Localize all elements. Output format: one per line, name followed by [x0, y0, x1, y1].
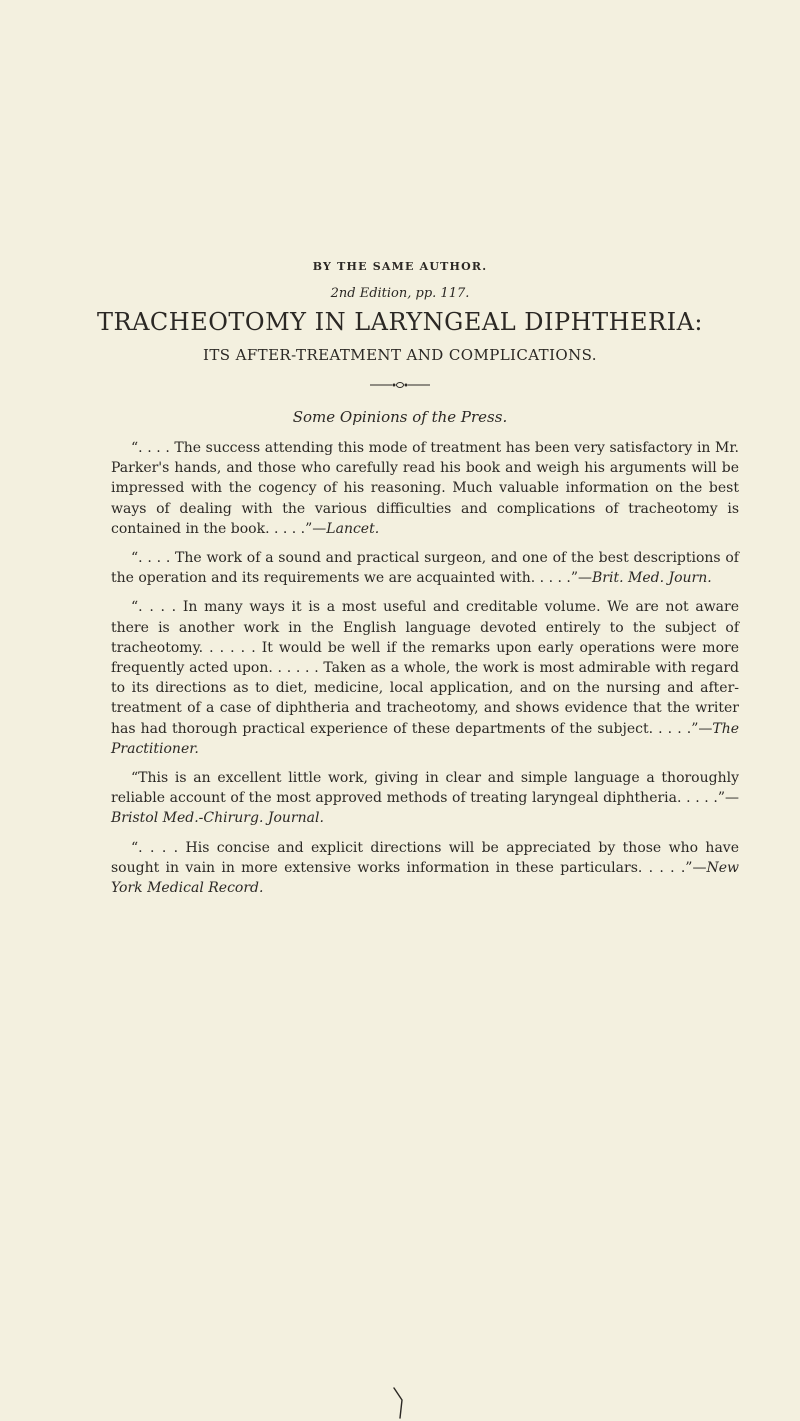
ornament-divider-icon: [368, 380, 432, 390]
ink-mark-icon: [388, 1386, 418, 1420]
review-quote: [111, 838, 739, 899]
review-text: “This is an excellent little work, giving in clear and simple language a thoroughly reliable account of the most approved methods of treating laryngeal diphtheria. . . . .”—: [111, 770, 739, 807]
review-quote: [111, 768, 739, 829]
edition-line: 2nd Edition, pp. 117.: [330, 286, 470, 301]
review-source: The Practitioner.: [111, 720, 739, 757]
review-text: “. . . . In many ways it is a most useful and creditable volume. We are not aware there is another work in the English language devoted entirely to the subject of tracheotomy. . . . . . It would be well if the remarks upon early operations were more frequently acted upon. . . . . . Taken as a whole, the work is most admirable with regard to its directions as to diet, medicine, local application, and on the nursing and after-treatment of a case of diphtheria and tracheotomy, and shows evidence that the writer has had thorough practical experience of these departments of the subject. . . . .”—: [111, 599, 739, 737]
review-source: New York Medical Record.: [111, 859, 739, 897]
book-title: TRACHEOTOMY IN LARYNGEAL DIPHTHERIA:: [97, 308, 703, 336]
review-quote: [111, 438, 739, 539]
book-subtitle: ITS AFTER-TREATMENT AND COMPLICATIONS.: [203, 346, 597, 364]
review-quote: [111, 597, 739, 759]
review-list: [111, 438, 739, 907]
review-text: “. . . . The success attending this mode of treatment has been very satisfactory in Mr. Parker's hands, and those who carefully read his book and weigh his arguments will be impressed with the cogency of his reasoning. Much valuable information on the best ways of dealing with the various difficulties and complications of tracheotomy is contained in the book. . . . .”—: [111, 440, 739, 537]
press-opinions-heading: Some Opinions of the Press.: [292, 408, 508, 426]
review-source: Brit. Med. Journ.: [592, 570, 712, 587]
review-text: “. . . . The work of a sound and practical surgeon, and one of the best descriptions of the operation and its requirements we are acquainted with. . . . .”—: [111, 550, 739, 587]
review-quote: [111, 548, 739, 588]
review-source: Lancet.: [326, 520, 380, 537]
review-text: “. . . . His concise and explicit directions will be appreciated by those who have sought in vain in more extensive works information in these particulars. . . . .”—: [111, 839, 739, 876]
by-same-author-line: BY THE SAME AUTHOR.: [312, 260, 488, 273]
review-source: Bristol Med.-Chirurg. Journal.: [111, 810, 324, 827]
